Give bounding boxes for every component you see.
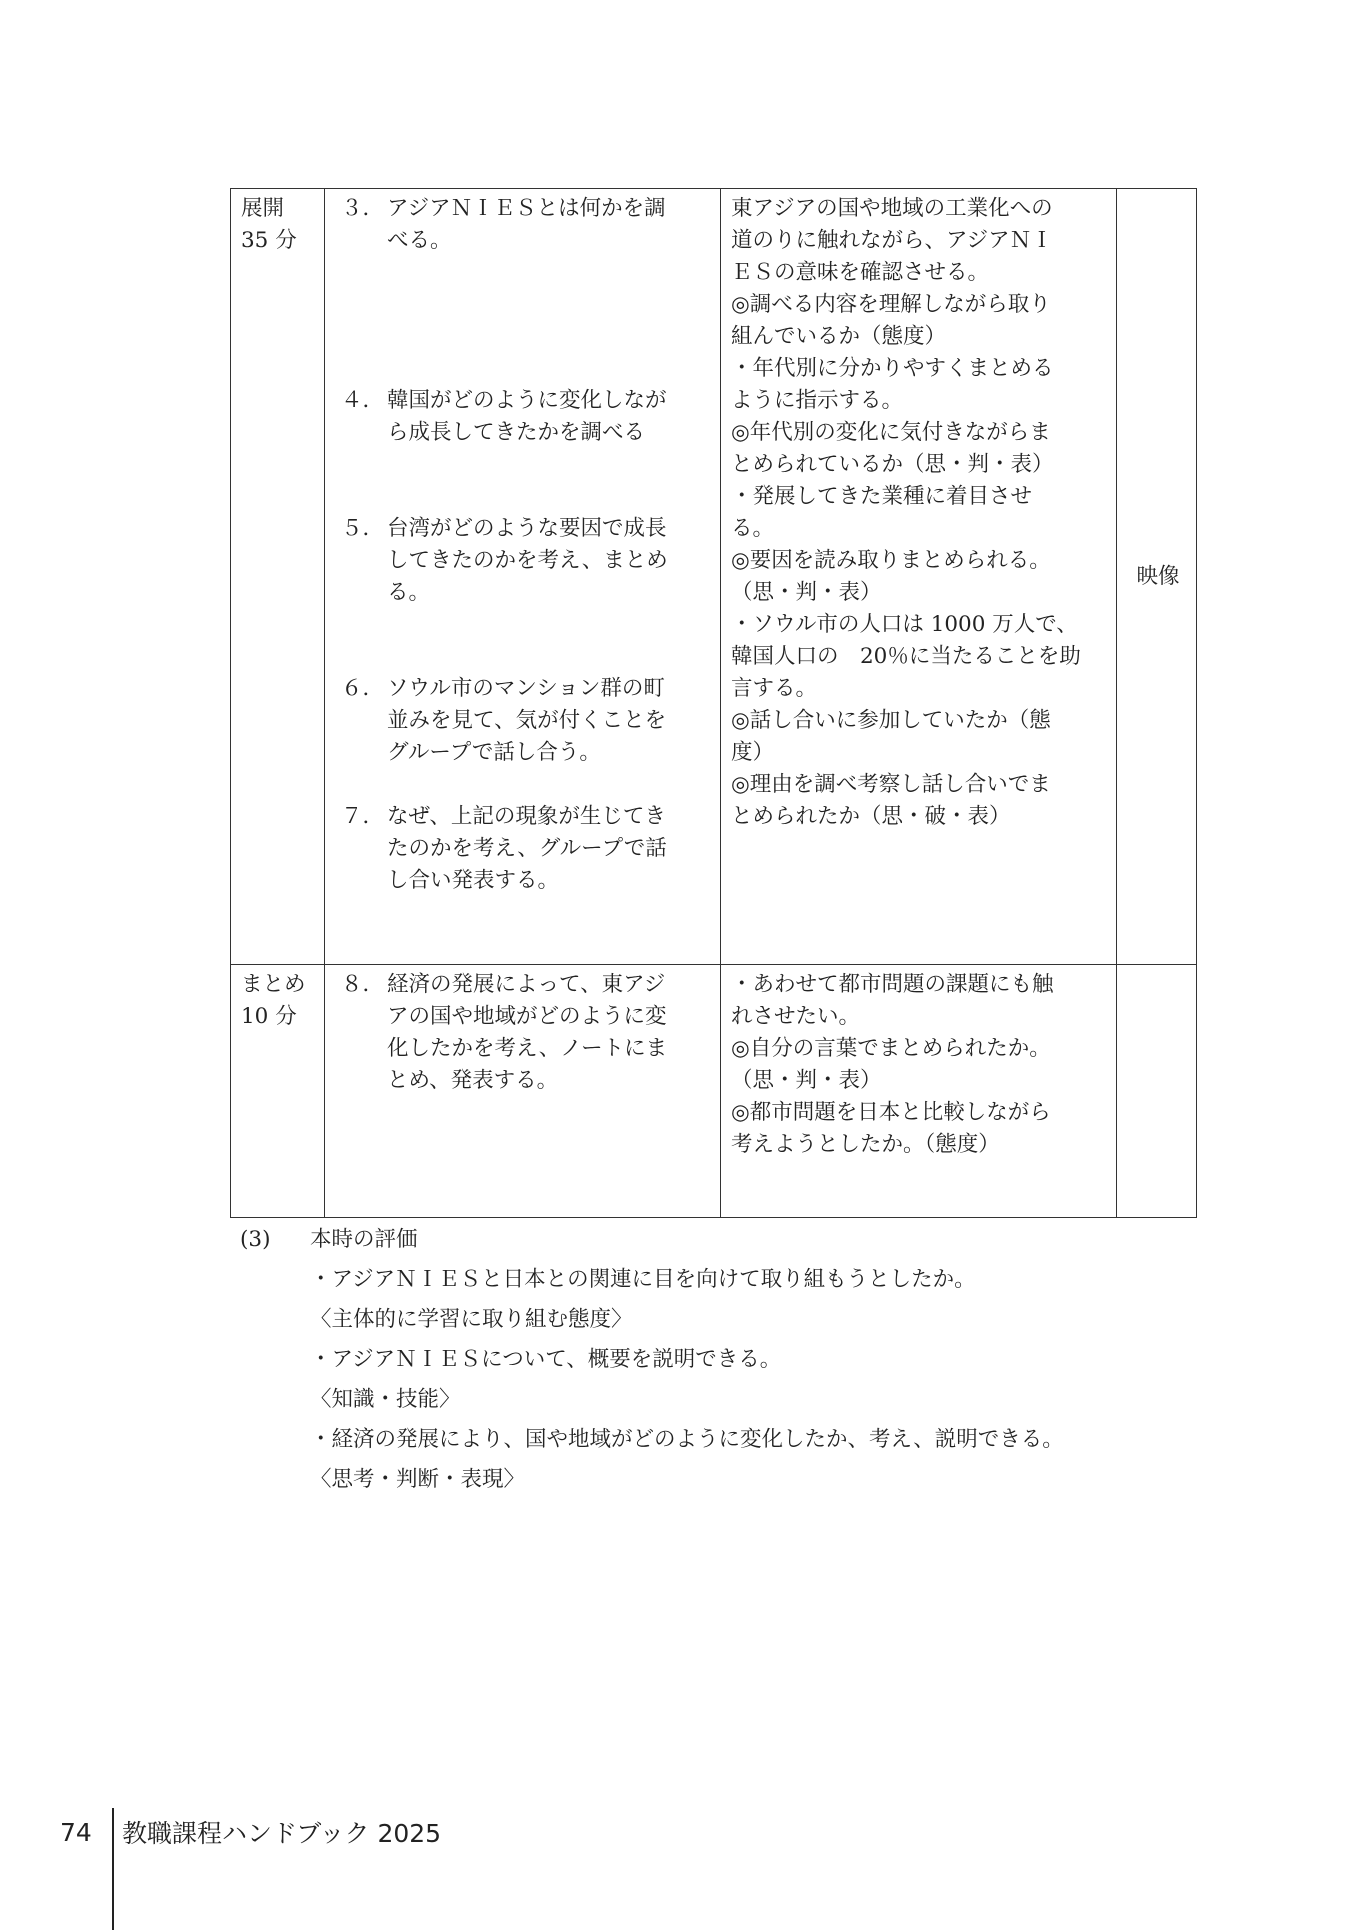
phase-label: 展開 — [241, 196, 285, 221]
note-line: 言する。 — [731, 676, 818, 701]
material-cell — [1117, 189, 1197, 965]
note-line: ・年代別に分かりやすくまとめる — [731, 356, 1054, 381]
note-line: とめられたか（思・破・表） — [731, 804, 1011, 829]
phase-cell — [231, 189, 325, 965]
step-8 — [341, 969, 713, 1097]
phase-label: まとめ — [241, 972, 306, 997]
note-line: ◎調べる内容を理解しながら取り — [731, 292, 1051, 317]
step-7 — [341, 801, 713, 897]
step-text-line: なぜ、上記の現象が生じてき — [387, 804, 666, 829]
evaluation-section — [240, 1220, 1064, 1500]
note-line: ように指示する。 — [731, 388, 904, 413]
activity-cell — [325, 189, 721, 965]
step-number: ３． — [341, 196, 385, 221]
note-line: れさせたい。 — [731, 1004, 861, 1029]
evaluation-category: 〈知識・技能〉 — [310, 1387, 461, 1412]
phase-duration: 35 分 — [241, 228, 297, 253]
material-cell — [1117, 965, 1197, 1218]
note-line: ・あわせて都市問題の課題にも触 — [731, 972, 1054, 997]
page-number: 74 — [60, 1817, 92, 1847]
step-text-line: 韓国がどのように変化しなが — [387, 388, 667, 413]
evaluation-item: ・アジアＮＩＥＳについて、概要を説明できる。 — [310, 1347, 782, 1372]
evaluation-category: 〈思考・判断・表現〉 — [310, 1467, 526, 1492]
step-number: ４． — [341, 388, 385, 413]
table-row-development — [231, 189, 1197, 965]
step-text-line: 化したかを考え、ノートにま — [387, 1036, 668, 1061]
page-footer — [60, 1814, 441, 1850]
step-number: ８． — [341, 972, 385, 997]
note-line: る。 — [731, 516, 775, 541]
note-line: ◎理由を調べ考察し話し合いでま — [731, 772, 1051, 797]
step-6 — [341, 673, 713, 769]
note-line: 考えようとしたか。（態度） — [731, 1132, 1000, 1157]
step-number: ６． — [341, 676, 385, 701]
note-line: ◎話し合いに参加していたか（態 — [731, 708, 1051, 733]
step-text-line: る。 — [387, 580, 431, 605]
step-text-line: アジアＮＩＥＳとは何かを調 — [387, 196, 666, 221]
note-line: ・発展してきた業種に着目させ — [731, 484, 1033, 509]
step-text-line: ソウル市のマンション群の町 — [387, 676, 665, 701]
note-line: ・ソウル市の人口は 1000 万人で、 — [731, 612, 1078, 637]
note-line: ◎要因を読み取りまとめられる。 — [731, 548, 1051, 573]
evaluation-item: ・アジアＮＩＥＳと日本との関連に目を向けて取り組もうとしたか。 — [310, 1267, 976, 1292]
note-line: （思・判・表） — [731, 580, 882, 605]
note-line: 道のりに触れながら、アジアＮＩ — [731, 228, 1053, 253]
note-line: ◎自分の言葉でまとめられたか。 — [731, 1036, 1051, 1061]
note-line: 組んでいるか（態度） — [731, 324, 947, 349]
step-text-line: たのかを考え、グループで話 — [387, 836, 667, 861]
phase-cell — [231, 965, 325, 1218]
step-text-line: し合い発表する。 — [387, 868, 560, 893]
notes-cell — [721, 965, 1117, 1218]
step-text-line: してきたのかを考え、まとめ — [387, 548, 668, 573]
step-text-line: べる。 — [387, 228, 452, 253]
section-title: 本時の評価 — [310, 1227, 418, 1252]
note-line: ＥＳの意味を確認させる。 — [731, 260, 990, 285]
step-number: ７． — [341, 804, 385, 829]
evaluation-heading — [240, 1220, 1064, 1260]
phase-duration: 10 分 — [241, 1004, 297, 1029]
step-text-line: ら成長してきたかを調べる — [387, 420, 646, 445]
step-text-line: 台湾がどのような要因で成長 — [387, 516, 667, 541]
note-line: ◎年代別の変化に気付きながらま — [731, 420, 1051, 445]
step-text-line: アの国や地域がどのように変 — [387, 1004, 667, 1029]
evaluation-item: ・経済の発展により、国や地域がどのように変化したか、考え、説明できる。 — [310, 1427, 1064, 1452]
material-label: 映像 — [1136, 563, 1180, 589]
lesson-plan-table — [230, 188, 1197, 1218]
step-5 — [341, 513, 713, 609]
evaluation-category: 〈主体的に学習に取り組む態度〉 — [310, 1307, 633, 1332]
step-text-line: とめ、発表する。 — [387, 1068, 559, 1093]
book-title: 教職課程ハンドブック 2025 — [122, 1819, 442, 1848]
note-line: 度） — [731, 740, 775, 765]
activity-cell — [325, 965, 721, 1218]
footer-divider — [112, 1808, 114, 1930]
step-4 — [341, 385, 713, 449]
note-line: 韓国人口の 20％に当たることを助 — [731, 644, 1081, 669]
note-line: とめられているか（思・判・表） — [731, 452, 1054, 477]
note-line: ◎都市問題を日本と比較しながら — [731, 1100, 1051, 1125]
step-number: ５． — [341, 516, 385, 541]
step-3 — [341, 193, 713, 257]
notes-cell — [721, 189, 1117, 965]
section-number: (3) — [240, 1227, 271, 1252]
step-text-line: 並みを見て、気が付くことを — [387, 708, 667, 733]
note-line: 東アジアの国や地域の工業化への — [731, 196, 1053, 221]
note-line: （思・判・表） — [731, 1068, 882, 1093]
step-text-line: 経済の発展によって、東アジ — [387, 972, 666, 997]
step-text-line: グループで話し合う。 — [387, 740, 601, 765]
table-row-summary — [231, 965, 1197, 1218]
